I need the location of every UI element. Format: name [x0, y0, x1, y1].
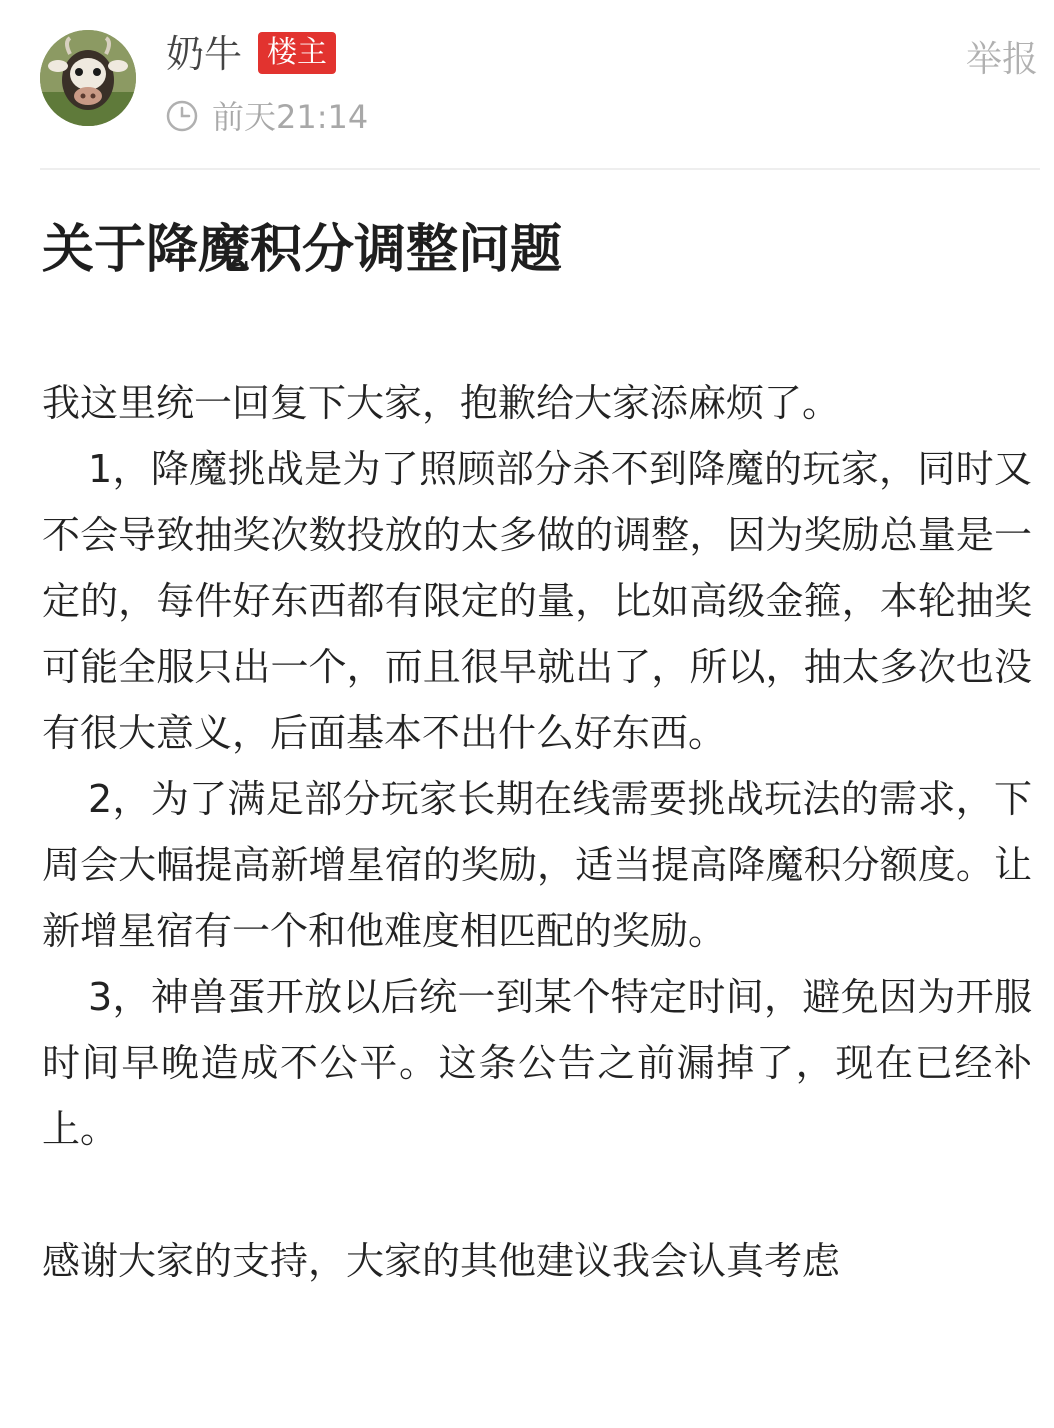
post-intro: 我这里统一回复下大家，抱歉给大家添麻烦了。: [42, 381, 841, 425]
report-button[interactable]: 举报: [965, 39, 1038, 80]
post-title: 关于降魔积分调整问题: [42, 220, 563, 280]
header-divider: [40, 168, 1040, 170]
post-closing: 感谢大家的支持，大家的其他建议我会认真考虑: [42, 1239, 841, 1283]
paragraph-gap: [42, 1162, 1032, 1228]
post-item-3: 3，神兽蛋开放以后统一到某个特定时间，避免因为开服时间早晚造成不公平。这条公告之前漏掉了，现在已经补上。: [42, 975, 1032, 1151]
op-badge: 楼主: [258, 32, 336, 74]
post-body: [42, 370, 1032, 1294]
post-time: 前天21:14: [212, 98, 369, 136]
post-header: [0, 0, 1054, 170]
clock-icon: [166, 100, 198, 132]
author-name[interactable]: 奶牛: [166, 32, 243, 76]
post-item-2: 2，为了满足部分玩家长期在线需要挑战玩法的需求，下周会大幅提高新增星宿的奖励，适当提高降魔积分额度。让新增星宿有一个和他难度相匹配的奖励。: [42, 777, 1032, 953]
post-item-1: 1，降魔挑战是为了照顾部分杀不到降魔的玩家，同时又不会导致抽奖次数投放的太多做的调整，因为奖励总量是一定的，每件好东西都有限定的量，比如高级金箍，本轮抽奖可能全服只出一个，而且很早就出了，所以，抽太多次也没有很大意义，后面基本不出什么好东西。: [42, 447, 1032, 755]
cow-avatar[interactable]: [40, 30, 136, 126]
